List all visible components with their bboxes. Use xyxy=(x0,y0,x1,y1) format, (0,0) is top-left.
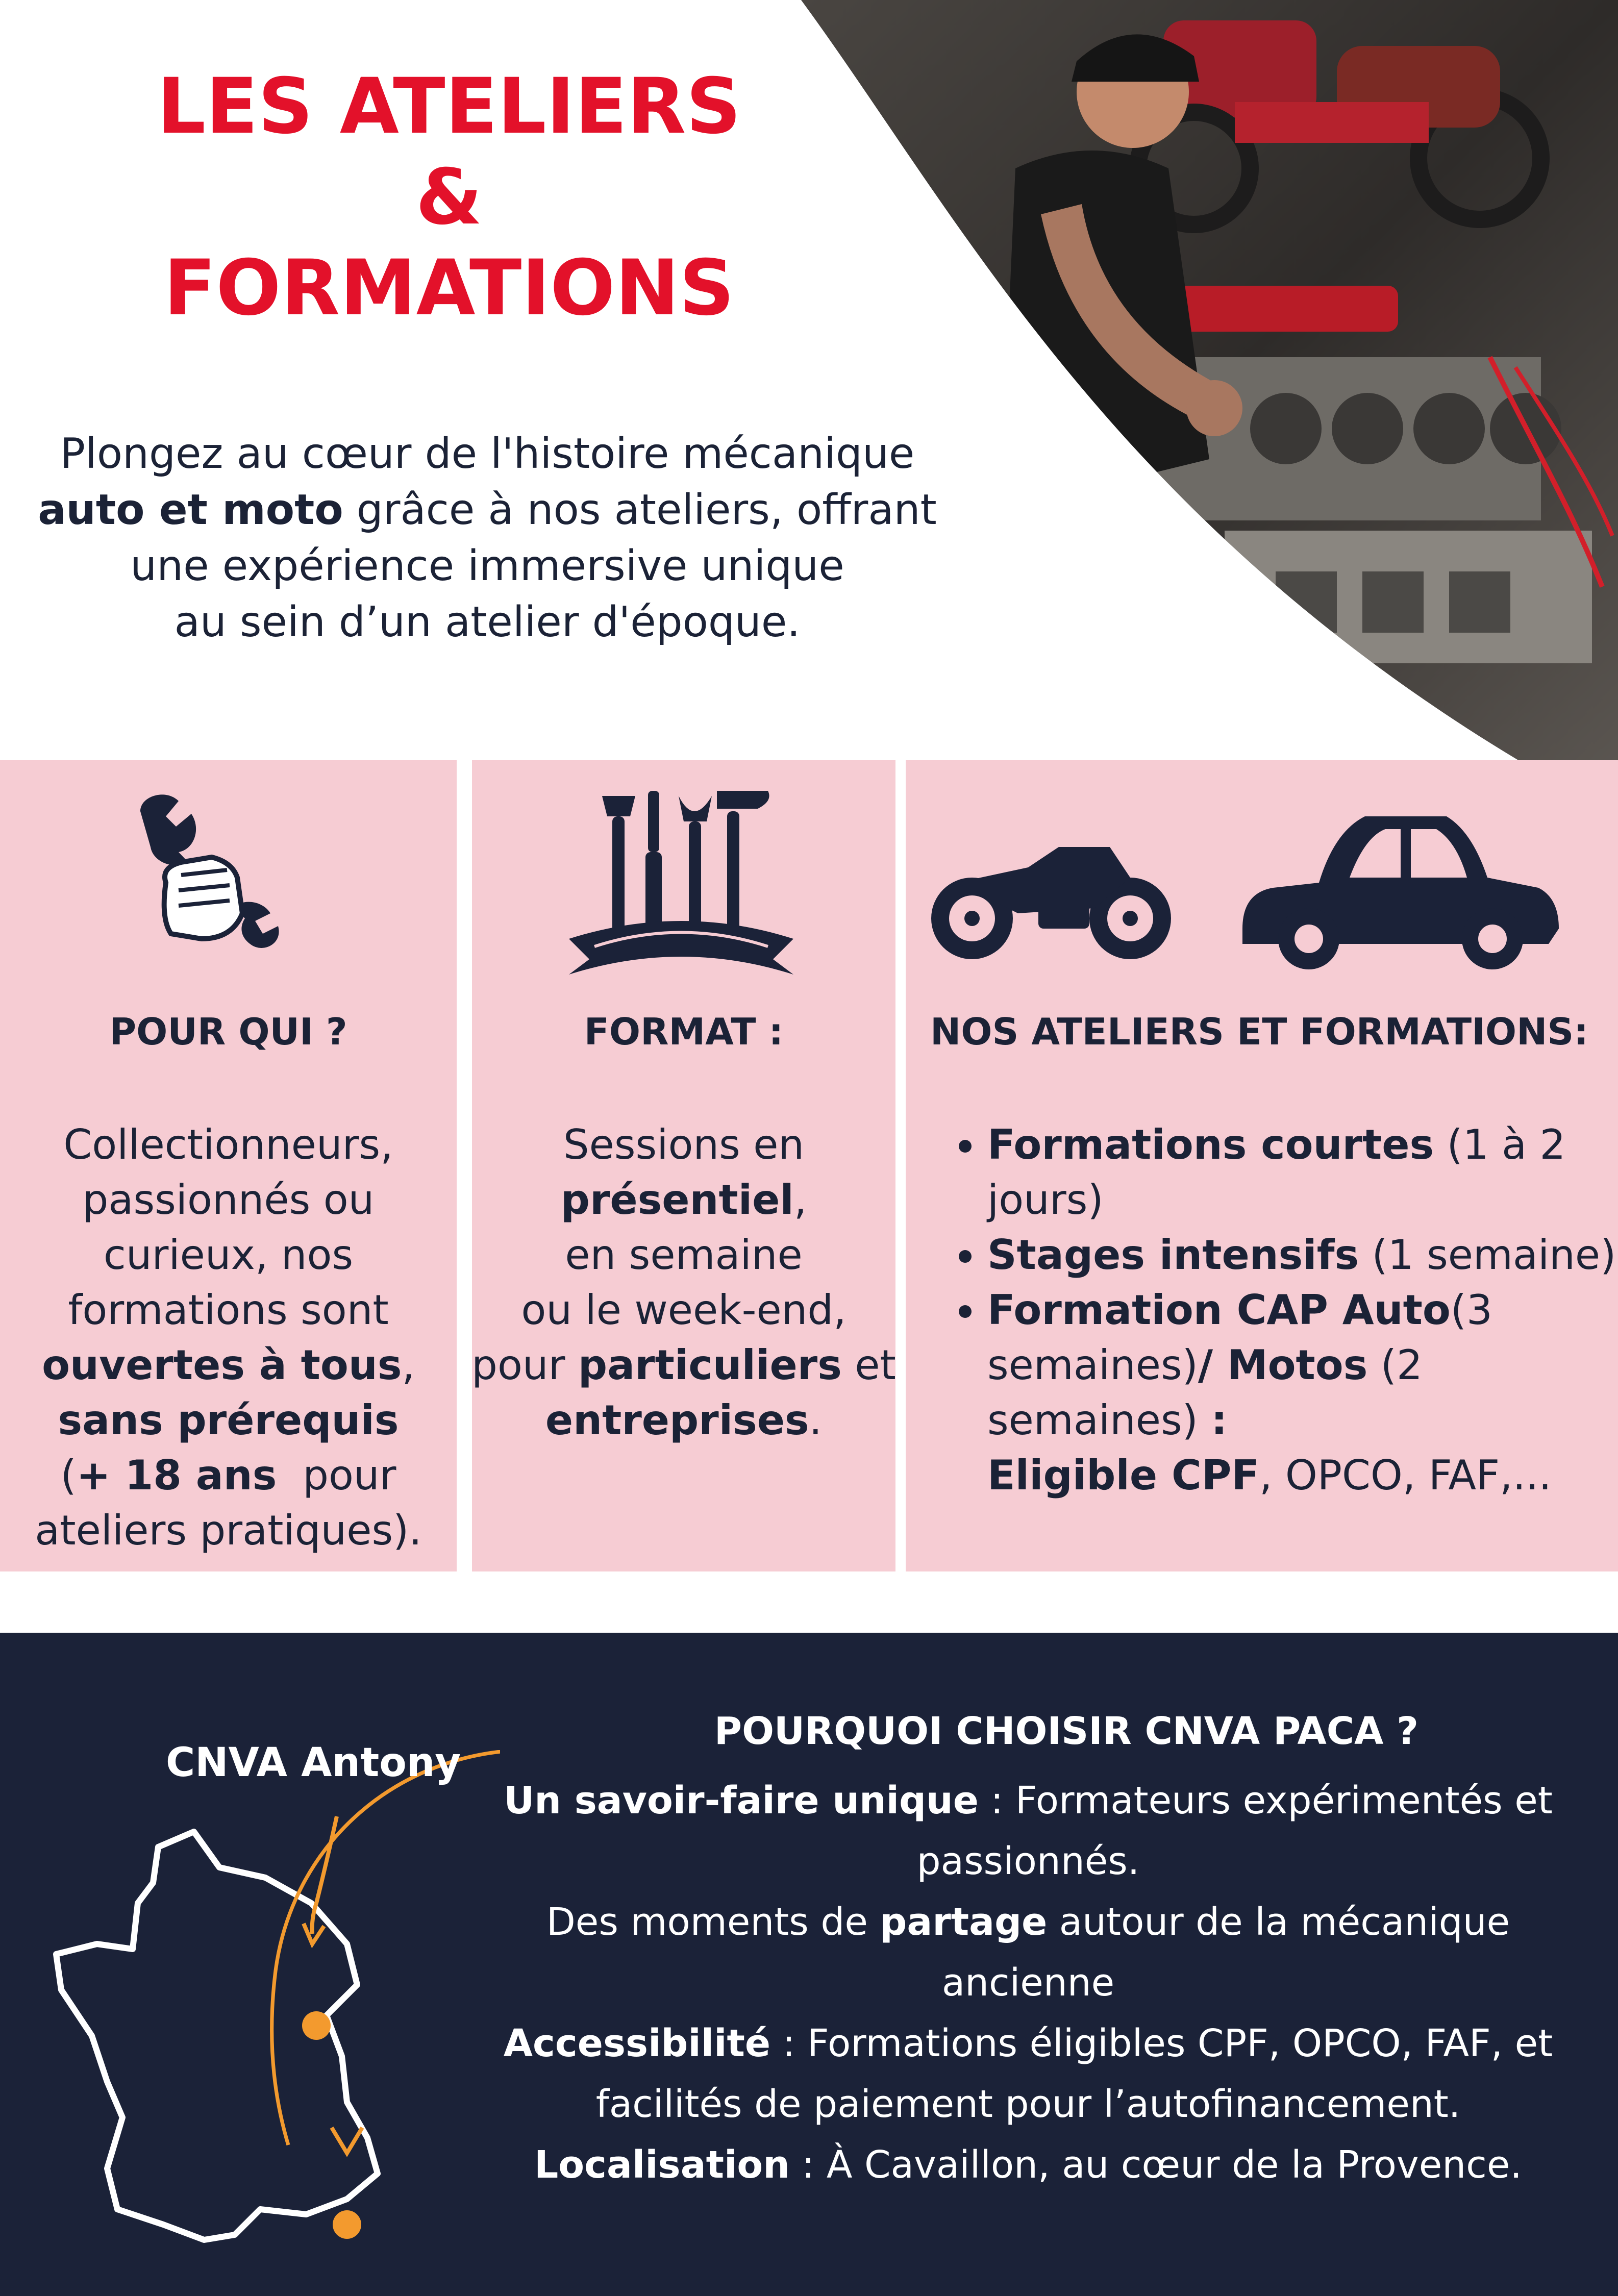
list-item xyxy=(987,1228,1616,1283)
who-bold: sans prérequis xyxy=(58,1396,399,1444)
who-text: pour xyxy=(277,1452,396,1499)
why-paragraph xyxy=(497,1770,1559,1892)
format-line xyxy=(472,1393,895,1448)
wrench-hand-icon xyxy=(130,791,293,954)
intro-line-1: Plongez au cœur de l'histoire mécanique xyxy=(60,430,915,478)
format-heading: FORMAT : xyxy=(584,1010,784,1053)
map-label-antony: CNVA Antony xyxy=(166,1740,461,1786)
why-bold: Un savoir-faire unique xyxy=(504,1779,979,1823)
why-text: : Formations éligibles CPF, OPCO, FAF, et facilités de paiement pour l’autofinancement. xyxy=(595,2022,1553,2126)
format-line xyxy=(472,1172,895,1228)
who-line: ateliers pratiques). xyxy=(35,1507,422,1554)
why-text: autour de la mécanique ancienne xyxy=(941,1900,1510,2005)
list-item xyxy=(987,1283,1603,1503)
intro-line-2 xyxy=(31,482,944,538)
format-bold: présentiel xyxy=(560,1176,794,1224)
panel-offers xyxy=(906,760,1618,1571)
who-line: formations sont xyxy=(68,1286,389,1334)
offer-bold: Eligible CPF xyxy=(987,1452,1259,1499)
why-text: : Formateurs expérimentés et passionnés. xyxy=(916,1779,1553,1883)
offer-text: , OPCO, FAF,... xyxy=(1259,1452,1552,1499)
who-line: curieux, nos xyxy=(103,1231,354,1279)
format-text: . xyxy=(809,1396,823,1444)
why-paragraph xyxy=(497,2135,1559,2195)
format-text: et xyxy=(841,1341,896,1389)
who-heading: POUR QUI ? xyxy=(109,1010,347,1053)
offers-heading: NOS ATELIERS ET FORMATIONS: xyxy=(930,1010,1589,1053)
who-line xyxy=(0,1393,457,1448)
tools-banner-icon xyxy=(564,786,799,980)
intro-bold: auto et moto xyxy=(38,486,343,534)
offer-text: (3 semaines) xyxy=(987,1286,1492,1389)
who-body xyxy=(0,1117,457,1558)
vintage-car-icon xyxy=(1232,801,1564,969)
who-text: , xyxy=(402,1341,415,1389)
panel-who xyxy=(0,760,457,1571)
why-paragraph xyxy=(497,2013,1559,2135)
format-line: en semaine xyxy=(565,1231,803,1279)
title-line-2: & xyxy=(415,153,483,242)
offers-list xyxy=(936,1117,1616,1503)
who-bold: + 18 ans xyxy=(76,1452,277,1499)
motorcycle-icon xyxy=(926,827,1176,959)
france-map-icon xyxy=(41,1750,500,2286)
offer-bold: Formations courtes xyxy=(987,1121,1434,1168)
why-paragraph xyxy=(497,1892,1559,2013)
list-item xyxy=(987,1117,1603,1228)
format-text: , xyxy=(793,1176,807,1224)
why-heading: POURQUOI CHOISIR CNVA PACA ? xyxy=(714,1709,1419,1753)
who-line xyxy=(0,1448,457,1503)
who-text: ( xyxy=(60,1452,77,1499)
format-line xyxy=(457,1338,911,1393)
format-text: pour xyxy=(471,1341,578,1389)
title-line-1: LES ATELIERS xyxy=(157,62,741,151)
offer-bold: : xyxy=(1211,1396,1228,1444)
why-text: Des moments de xyxy=(546,1900,880,1944)
why-body xyxy=(497,1770,1559,2195)
panel-format xyxy=(472,760,895,1571)
format-line: ou le week-end, xyxy=(521,1286,847,1334)
format-bold: particuliers xyxy=(578,1341,842,1389)
intro-line-4: au sein d’un atelier d'époque. xyxy=(174,598,801,646)
intro-line-2-rest: grâce à nos ateliers, offrant xyxy=(343,486,937,534)
who-bold: ouvertes à tous xyxy=(42,1341,402,1389)
why-bold: Accessibilité xyxy=(503,2022,771,2065)
intro-line-3: une expérience immersive unique xyxy=(130,542,844,590)
why-bold: Localisation xyxy=(534,2143,790,2187)
who-line: Collectionneurs, xyxy=(63,1121,393,1168)
intro-text xyxy=(31,426,944,651)
offer-text: (1 semaine) xyxy=(1359,1231,1616,1279)
why-bold: partage xyxy=(880,1900,1048,1944)
format-bold: entreprises xyxy=(545,1396,809,1444)
who-line xyxy=(0,1338,457,1393)
format-body xyxy=(472,1117,895,1448)
workshop-photo xyxy=(776,0,1618,816)
offer-bold: / Motos xyxy=(1198,1341,1368,1389)
offer-bold: Stages intensifs xyxy=(987,1231,1359,1279)
why-text: : À Cavaillon, au cœur de la Provence. xyxy=(789,2143,1522,2187)
why-section xyxy=(0,1633,1618,2296)
format-line: Sessions en xyxy=(563,1121,805,1168)
offer-text: (2 semaines) xyxy=(987,1341,1423,1444)
offer-bold: Formation CAP Auto xyxy=(987,1286,1451,1334)
page-title xyxy=(51,61,847,334)
who-line: passionnés ou xyxy=(82,1176,375,1224)
title-line-3: FORMATIONS xyxy=(163,244,735,333)
offer-text: (1 à 2 jours) xyxy=(987,1121,1566,1224)
